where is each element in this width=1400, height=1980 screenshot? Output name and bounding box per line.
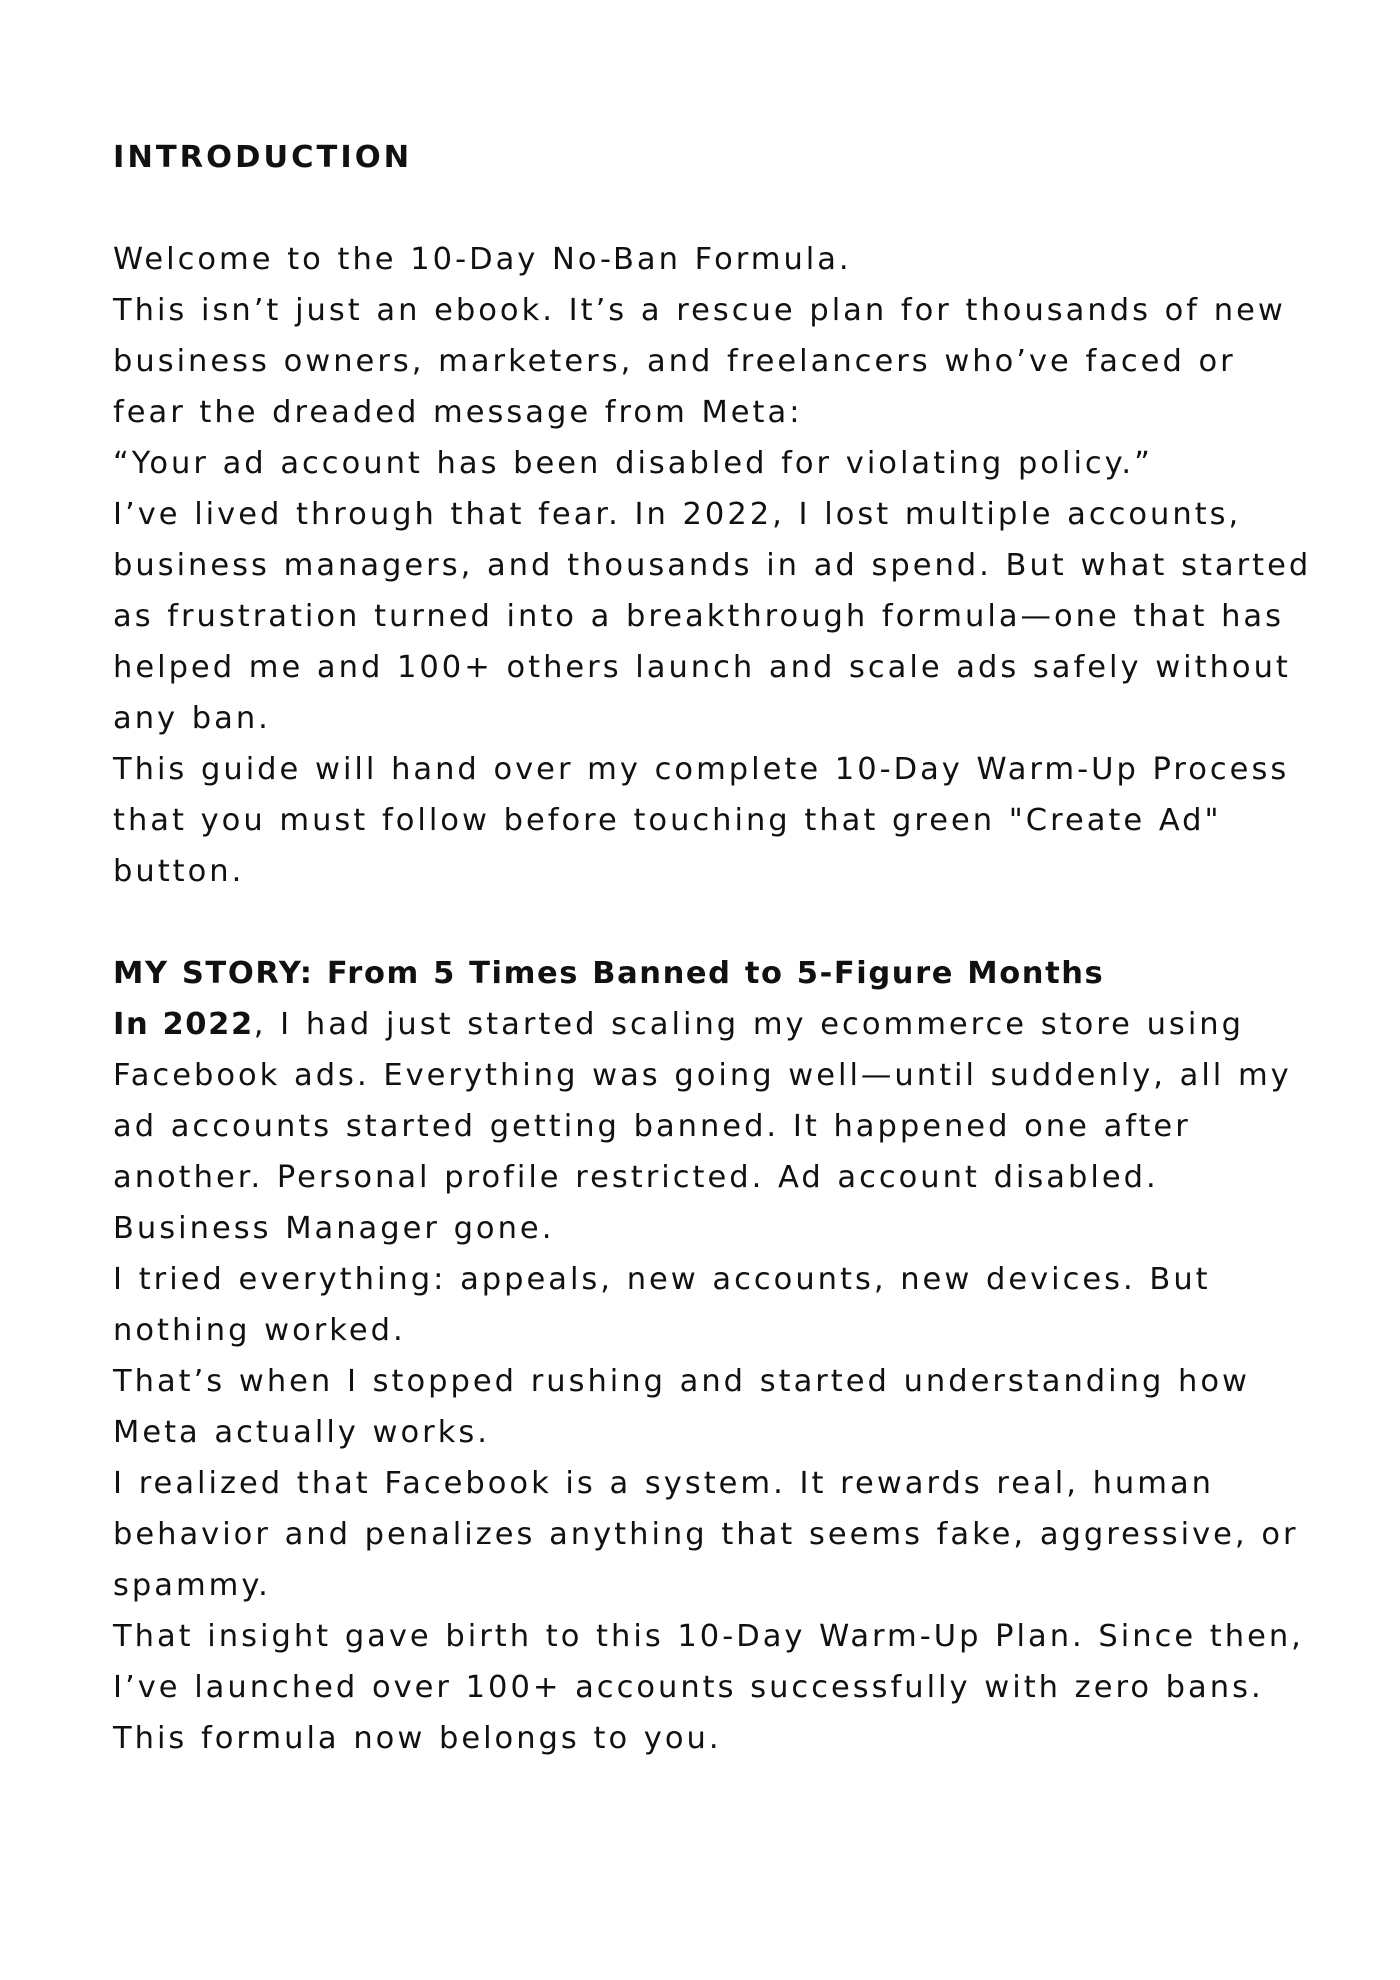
intro-paragraph: This isn’t just an ebook. It’s a rescue plan for thousands of new business owners, marketers, and freelancers who’ve faced or fear the dreaded message from Meta: [113, 293, 1286, 430]
intro-paragraph: This guide will hand over my complete 10-Day Warm-Up Process that you must follow before touching that green "Create Ad" button. [113, 752, 1290, 889]
story-paragraph-text: , I had just started scaling my ecommerce store using Facebook ads. Everything was going well—until suddenly, all my ad accounts started getting banned. It happened one after another. Personal profile restricted. Ad account disabled. Business Manager gone. [113, 1007, 1292, 1246]
story-paragraph: I tried everything: appeals, new accounts, new devices. But nothing worked. [113, 1262, 1211, 1348]
intro-quote: “Your ad account has been disabled for violating policy.” [113, 446, 1153, 481]
spacer [113, 183, 1313, 234]
story-paragraph: That insight gave birth to this 10-Day Warm-Up Plan. Since then, I’ve launched over 100+ accounts successfully with zero bans. This formula now belongs to you. [113, 1619, 1304, 1756]
introduction-heading: INTRODUCTION [113, 140, 413, 175]
story-bold-year: In 2022 [113, 1007, 254, 1042]
intro-paragraph: I’ve lived through that fear. In 2022, I lost multiple accounts, business managers, and thousands in ad spend. But what started as frustration turned into a breakthrough formula—one that has helped me and 100+ others launch and scale ads safely without any ban. [113, 497, 1312, 736]
spacer [113, 897, 1313, 948]
story-paragraph: I realized that Facebook is a system. It rewards real, human behavior and penalizes anything that seems fake, aggressive, or spammy. [113, 1466, 1299, 1603]
story-paragraph: That’s when I stopped rushing and started understanding how Meta actually works. [113, 1364, 1250, 1450]
page-content [113, 132, 1313, 1764]
intro-paragraph: Welcome to the 10-Day No-Ban Formula. [113, 242, 852, 277]
my-story-heading: MY STORY: From 5 Times Banned to 5-Figure Months [113, 956, 1105, 991]
story-paragraph [113, 999, 1313, 1254]
